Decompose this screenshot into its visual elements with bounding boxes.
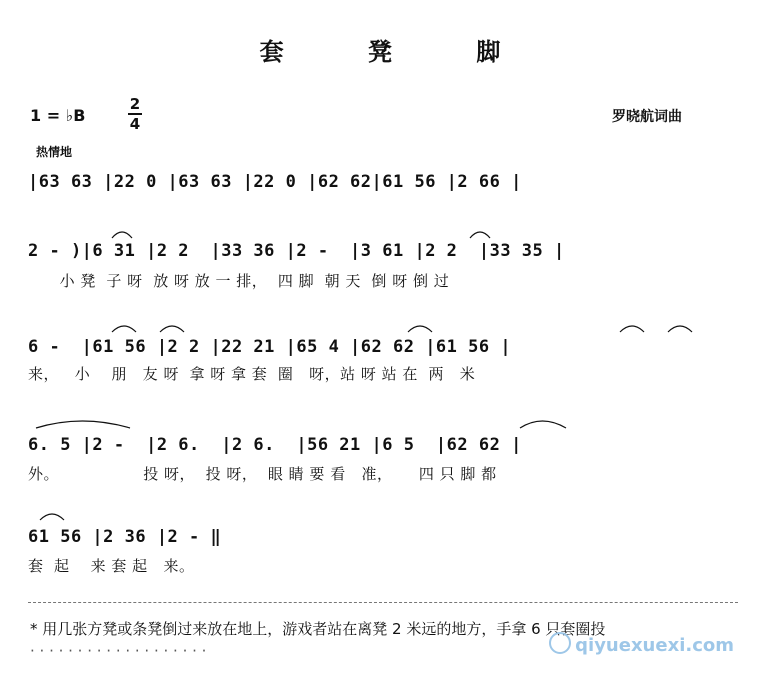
lyric-line-2: 小 凳 子 呀 放 呀 放 一 排， 四 脚 朝 天 倒 呀 倒 过 [28,272,450,290]
watermark [549,632,734,656]
tempo-marking: 热情地 [36,145,73,159]
watermark-logo-icon [549,632,571,654]
slur [620,326,644,332]
composer-credit: 罗晓航词曲 [612,109,682,125]
slur [112,232,132,238]
staff-line-4: 6. 5 |2 - |2 6. |2 6. |56 21 |6 5 |62 62 | [28,435,522,455]
time-signature-top: 2 [129,95,141,113]
staff-line-3: 6 - |61 56 |2 2 |22 21 |65 4 |62 62 |61 56 | [28,337,512,357]
time-signature-bottom: 4 [129,115,141,133]
page-title: 套 凳 脚 [259,38,539,66]
key-signature: 1 = ♭B [30,106,86,125]
staff-line-2: 2 - )|6 31 |2 2 |33 36 |2 - |3 61 |2 2 |33 35 | [28,241,565,261]
watermark-text: qiyuexuexi.com [575,635,734,656]
footnote-divider [28,602,738,603]
slur [408,326,432,332]
slur [520,421,566,428]
slur [668,326,692,332]
footnote-continued-clipped: · · · · · · · · · · · · · · · · · · · [30,642,207,654]
lyric-line-4: 外。 投 呀， 投 呀， 眼 睛 要 看 准， 四 只 脚 都 [28,465,497,483]
lyric-line-3: 来， 小 朋 友 呀 拿 呀 拿 套 圈 呀，站 呀 站 在 两 米 [28,365,476,383]
slur [40,514,64,520]
staff-line-5: 61 56 |2 36 |2 - ‖ [28,527,222,547]
staff-line-1: |63 63 |22 0 |63 63 |22 0 |62 62|61 56 |2 66 | [28,172,522,192]
slur [112,326,136,332]
slur [36,421,130,428]
time-signature [128,96,142,132]
footnote: * 用几张方凳或条凳倒过来放在地上，游戏者站在离凳 2 米远的地方，手拿 6 只套圈投 [30,620,606,638]
slur [160,326,184,332]
lyric-line-5: 套 起 来 套 起 来。 [28,557,195,575]
slur [470,232,490,238]
